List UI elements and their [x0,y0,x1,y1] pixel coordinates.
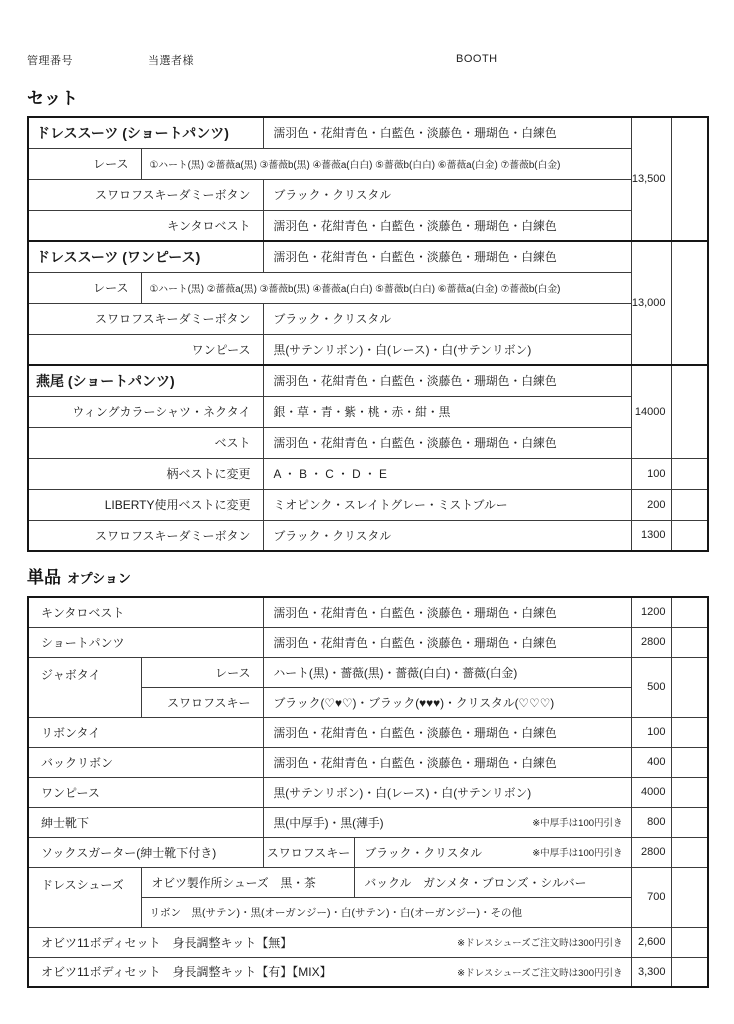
entry-cell [671,458,708,489]
price-cell: 700 [631,867,671,927]
item-label: レース [28,272,141,303]
entry-cell [671,807,708,837]
item-label [28,957,631,987]
item-label: ワンピース [28,777,263,807]
entry-cell [671,520,708,551]
table-row [28,334,708,365]
option-values: 濡羽色・花紺青色・白藍色・淡藤色・珊瑚色・白練色 [263,717,631,747]
option-values: 銀・草・青・紫・桃・赤・紺・黒 [263,396,631,427]
price-cell: 2800 [631,837,671,867]
set-table [27,116,709,552]
item-label: レース [28,148,141,179]
entry-cell [671,241,708,365]
option-values: 濡羽色・花紺青色・白藍色・淡藤色・珊瑚色・白練色 [263,117,631,148]
table-row [28,427,708,458]
entry-cell [671,927,708,957]
table-row [28,657,708,687]
set-title-text: セット [27,89,78,108]
option-values: リボン 黒(サテン)・黒(オーガンジー)・白(サテン)・白(オーガンジー)・その他 [141,897,631,927]
set-group-title: ドレススーツ (ワンピース) [28,241,263,272]
table-row [28,272,708,303]
price-cell: 13,500 [631,117,671,241]
option-values: 濡羽色・花紺青色・白藍色・淡藤色・珊瑚色・白練色 [263,597,631,627]
single-options-table [27,596,709,988]
price-cell: 100 [631,458,671,489]
option-values-text: 黒(中厚手)・黒(薄手) [273,815,384,830]
item-sub-label: レース [141,657,263,687]
discount-note: ※中厚手は100円引き [532,848,623,859]
set-group-title: ドレススーツ (ショートパンツ) [28,117,263,148]
entry-cell [671,117,708,241]
table-row [28,179,708,210]
item-label: ワンピース [28,334,263,365]
table-row [28,627,708,657]
table-row [28,927,708,957]
set-group-title: 燕尾 (ショートパンツ) [28,365,263,396]
item-label: キンタロベスト [28,210,263,241]
table-row [28,957,708,987]
entry-cell [671,777,708,807]
price-cell: 100 [631,717,671,747]
option-values [354,837,631,867]
table-row [28,747,708,777]
table-row [28,148,708,179]
option-values: バックル ガンメタ・ブロンズ・シルバー [354,867,631,897]
entry-cell [671,657,708,717]
table-row [28,807,708,837]
price-cell: 2,600 [631,927,671,957]
option-values-text: ブラック・クリスタル [364,845,482,860]
option-values: 濡羽色・花紺青色・白藍色・淡藤色・珊瑚色・白練色 [263,365,631,396]
option-values: 黒(サテンリボン)・白(レース)・白(サテンリボン) [263,777,631,807]
table-row [28,777,708,807]
option-values: 濡羽色・花紺青色・白藍色・淡藤色・珊瑚色・白練色 [263,747,631,777]
table-row [28,867,708,897]
table-row [28,117,708,148]
price-cell: 1200 [631,597,671,627]
entry-cell [671,489,708,520]
entry-cell [671,597,708,627]
option-values: 黒(サテンリボン)・白(レース)・白(サテンリボン) [263,334,631,365]
option-values: 濡羽色・花紺青色・白藍色・淡藤色・珊瑚色・白練色 [263,427,631,458]
table-row [28,396,708,427]
entry-cell [671,717,708,747]
item-label: スワロフスキーダミーボタン [28,303,263,334]
table-row [28,520,708,551]
item-label: LIBERTY使用ベストに変更 [28,489,263,520]
table-row [28,458,708,489]
option-values: ①ハート(黒) ②薔薇a(黒) ③薔薇b(黒) ④薔薇a(白白) ⑤薔薇b(白白) ⑥薔薇a(白金) ⑦薔薇b(白金) [141,272,631,303]
option-values [263,807,631,837]
item-label: ソックスガーター(紳士靴下付き) [28,837,263,867]
item-group-label: ジャボタイ [28,657,141,717]
item-sub-label: スワロフスキー [263,837,354,867]
price-cell: 800 [631,807,671,837]
winner-label: 当選者様 [148,55,194,67]
item-label: スワロフスキーダミーボタン [28,520,263,551]
item-label: ショートパンツ [28,627,263,657]
price-cell: 2800 [631,627,671,657]
table-row [28,489,708,520]
single-section-title [27,563,131,588]
entry-cell [671,627,708,657]
option-values: ①ハート(黒) ②薔薇a(黒) ③薔薇b(黒) ④薔薇a(白白) ⑤薔薇b(白白) ⑥薔薇a(白金) ⑦薔薇b(白金) [141,148,631,179]
option-values: 濡羽色・花紺青色・白藍色・淡藤色・珊瑚色・白練色 [263,627,631,657]
table-row [28,241,708,272]
item-label-text: オビツ11ボディセット 身長調整キット【有】【MIX】 [41,965,332,980]
discount-note: ※ドレスシューズご注文時は300円引き [457,967,623,979]
item-label: バックリボン [28,747,263,777]
entry-cell [671,867,708,927]
option-values: ブラック・クリスタル [263,303,631,334]
table-row [28,365,708,396]
option-values: ブラック・クリスタル [263,179,631,210]
management-number-label: 管理番号 [27,55,73,67]
entry-cell [671,365,708,458]
price-cell: 14000 [631,365,671,458]
item-label [28,927,631,957]
discount-note: ※ドレスシューズご注文時は300円引き [457,938,623,949]
table-row [28,597,708,627]
item-label: ウィングカラーシャツ・ネクタイ [28,396,263,427]
price-cell: 3,300 [631,957,671,987]
item-label-text: オビツ11ボディセット 身長調整キット【無】 [41,935,293,950]
price-cell: 200 [631,489,671,520]
item-label: スワロフスキーダミーボタン [28,179,263,210]
item-label: ベスト [28,427,263,458]
price-cell: 13,000 [631,241,671,365]
item-label: 紳士靴下 [28,807,263,837]
option-values: ミオピンク・スレイトグレー・ミストブルー [263,489,631,520]
option-values: ハート(黒)・薔薇(黒)・薔薇(白白)・薔薇(白金) [263,657,631,687]
item-sub-label: スワロフスキー [141,687,263,717]
entry-cell [671,837,708,867]
item-sub-label: オビツ製作所シューズ 黒・茶 [141,867,354,897]
item-label: リボンタイ [28,717,263,747]
option-values: 濡羽色・花紺青色・白藍色・淡藤色・珊瑚色・白練色 [263,241,631,272]
table-row [28,303,708,334]
price-cell: 500 [631,657,671,717]
option-values: 濡羽色・花紺青色・白藍色・淡藤色・珊瑚色・白練色 [263,210,631,241]
table-row [28,210,708,241]
item-group-label: ドレスシューズ [28,867,141,927]
single-subtitle-text: オプション [67,571,131,586]
option-values: ブラック(♡♥♡)・ブラック(♥♥♥)・クリスタル(♡♡♡) [263,687,631,717]
discount-note: ※中厚手は100円引き [532,818,623,829]
item-label: 柄ベストに変更 [28,458,263,489]
price-cell: 1300 [631,520,671,551]
set-section-title [27,84,78,109]
price-cell: 400 [631,747,671,777]
item-label: キンタロベスト [28,597,263,627]
table-row [28,837,708,867]
table-row [28,717,708,747]
entry-cell [671,957,708,987]
price-cell: 4000 [631,777,671,807]
option-values: A ・ B ・ C ・ D ・ E [263,458,631,489]
option-values: ブラック・クリスタル [263,520,631,551]
single-title-text: 単品 [27,568,61,587]
entry-cell [671,747,708,777]
booth-label: BOOTH [456,53,498,65]
